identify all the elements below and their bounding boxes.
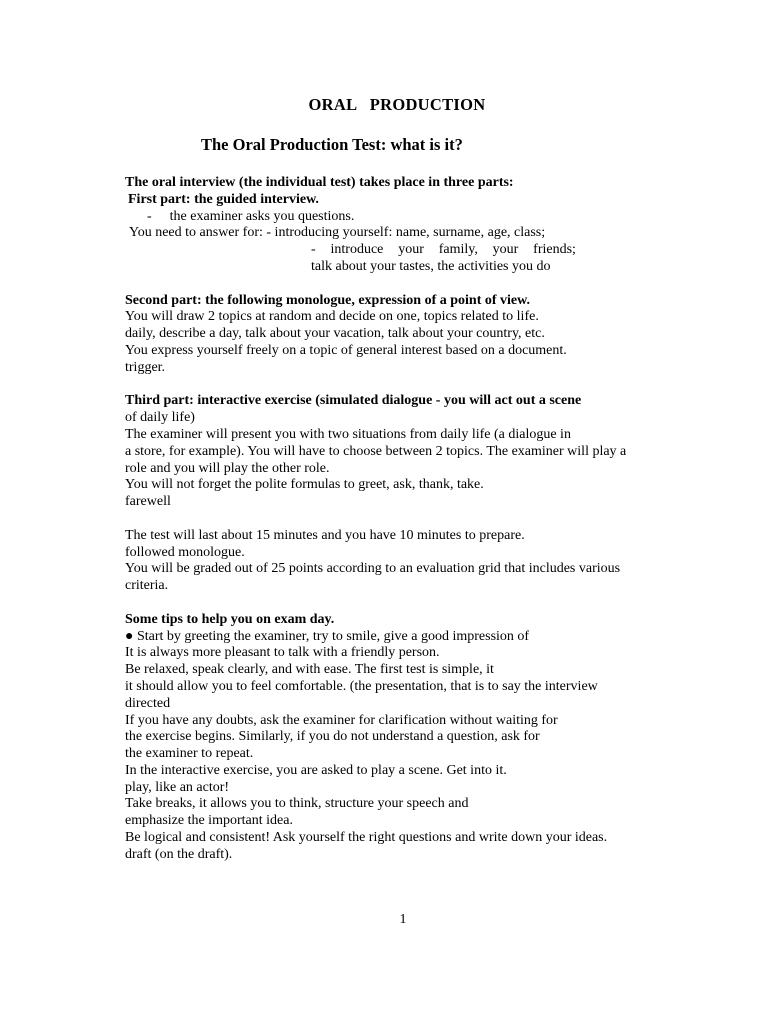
spacer bbox=[125, 377, 665, 394]
tip-line: the examiner to repeat. bbox=[125, 746, 254, 762]
page-number: 1 bbox=[399, 912, 407, 927]
part3-line: a store, for example). You will have to choose between 2 topics. The examiner will play a bbox=[125, 443, 627, 459]
tip-line: Take breaks, it allows you to think, structure your speech and bbox=[125, 796, 469, 812]
family-word: friends; bbox=[533, 242, 576, 258]
family-word: introduce bbox=[330, 242, 384, 258]
part1-bullet-text: the examiner asks you questions. bbox=[169, 208, 355, 224]
duration-line: The test will last about 15 minutes and you have 10 minutes to prepare. bbox=[125, 527, 525, 543]
tip-line: In the interactive exercise, you are asked to play a scene. Get into it. bbox=[125, 762, 507, 778]
part3-line: farewell bbox=[125, 494, 171, 510]
family-word: your bbox=[398, 242, 424, 258]
spacer bbox=[125, 595, 665, 612]
part2-heading: Second part: the following monologue, expression of a point of view. bbox=[125, 292, 530, 308]
tastes-line: talk about your tastes, the activities you do bbox=[311, 258, 551, 274]
part3-heading: Third part: interactive exercise (simulated dialogue - you will act out a scene bbox=[125, 393, 582, 409]
tip-line: It is always more pleasant to talk with a friendly person. bbox=[125, 645, 440, 661]
tip-line: draft (on the draft). bbox=[125, 846, 233, 862]
part1-heading: First part: the guided interview. bbox=[128, 191, 319, 207]
tips-heading: Some tips to help you on exam day. bbox=[125, 611, 335, 627]
part2-line: You express yourself freely on a topic of general interest based on a document. bbox=[125, 342, 567, 358]
family-word: your bbox=[492, 242, 519, 258]
document-body bbox=[125, 175, 665, 864]
part2-line: daily, describe a day, talk about your vacation, talk about your country, etc. bbox=[125, 326, 545, 342]
tip-line: Be relaxed, speak clearly, and with ease. The first test is simple, it bbox=[125, 662, 494, 678]
spacer bbox=[125, 511, 665, 528]
part1-bullet bbox=[125, 209, 665, 226]
intro-heading: The oral interview (the individual test) takes place in three parts: bbox=[125, 175, 514, 190]
tip-line: directed bbox=[125, 695, 171, 711]
duration-line: criteria. bbox=[125, 578, 169, 594]
part2-line: You will draw 2 topics at random and decide on one, topics related to life. bbox=[125, 309, 539, 325]
tip-line: ● Start by greeting the examiner, try to smile, give a good impression of bbox=[125, 628, 530, 644]
spacer bbox=[125, 276, 665, 293]
part3-line: You will not forget the polite formulas to greet, ask, thank, take. bbox=[125, 477, 484, 493]
part2-line: trigger. bbox=[125, 359, 166, 375]
family-word: family, bbox=[438, 242, 478, 258]
tip-line: Be logical and consistent! Ask yourself the right questions and write down your ideas. bbox=[125, 830, 608, 846]
duration-line: followed monologue. bbox=[125, 544, 245, 560]
tip-line: it should allow you to feel comfortable. (the presentation, that is to say the interview bbox=[125, 678, 598, 694]
page-title: ORAL PRODUCTION bbox=[308, 95, 486, 114]
tip-line: If you have any doubts, ask the examiner for clarification without waiting for bbox=[125, 712, 558, 728]
family-line bbox=[311, 242, 576, 259]
tip-line: emphasize the important idea. bbox=[125, 813, 293, 829]
answer-line: You need to answer for: - introducing yourself: name, surname, age, class; bbox=[129, 225, 546, 241]
page-subtitle: The Oral Production Test: what is it? bbox=[201, 135, 463, 154]
duration-line: You will be graded out of 25 points according to an evaluation grid that includes various bbox=[125, 561, 621, 577]
part3-line: role and you will play the other role. bbox=[125, 460, 330, 476]
part3-line: The examiner will present you with two situations from daily life (a dialogue in bbox=[125, 426, 571, 442]
dash-bullet: - bbox=[147, 208, 152, 224]
family-word: - bbox=[311, 242, 316, 258]
part3-line: of daily life) bbox=[125, 410, 195, 426]
tip-line: play, like an actor! bbox=[125, 779, 230, 795]
tip-line: the exercise begins. Similarly, if you do not understand a question, ask for bbox=[125, 729, 540, 745]
